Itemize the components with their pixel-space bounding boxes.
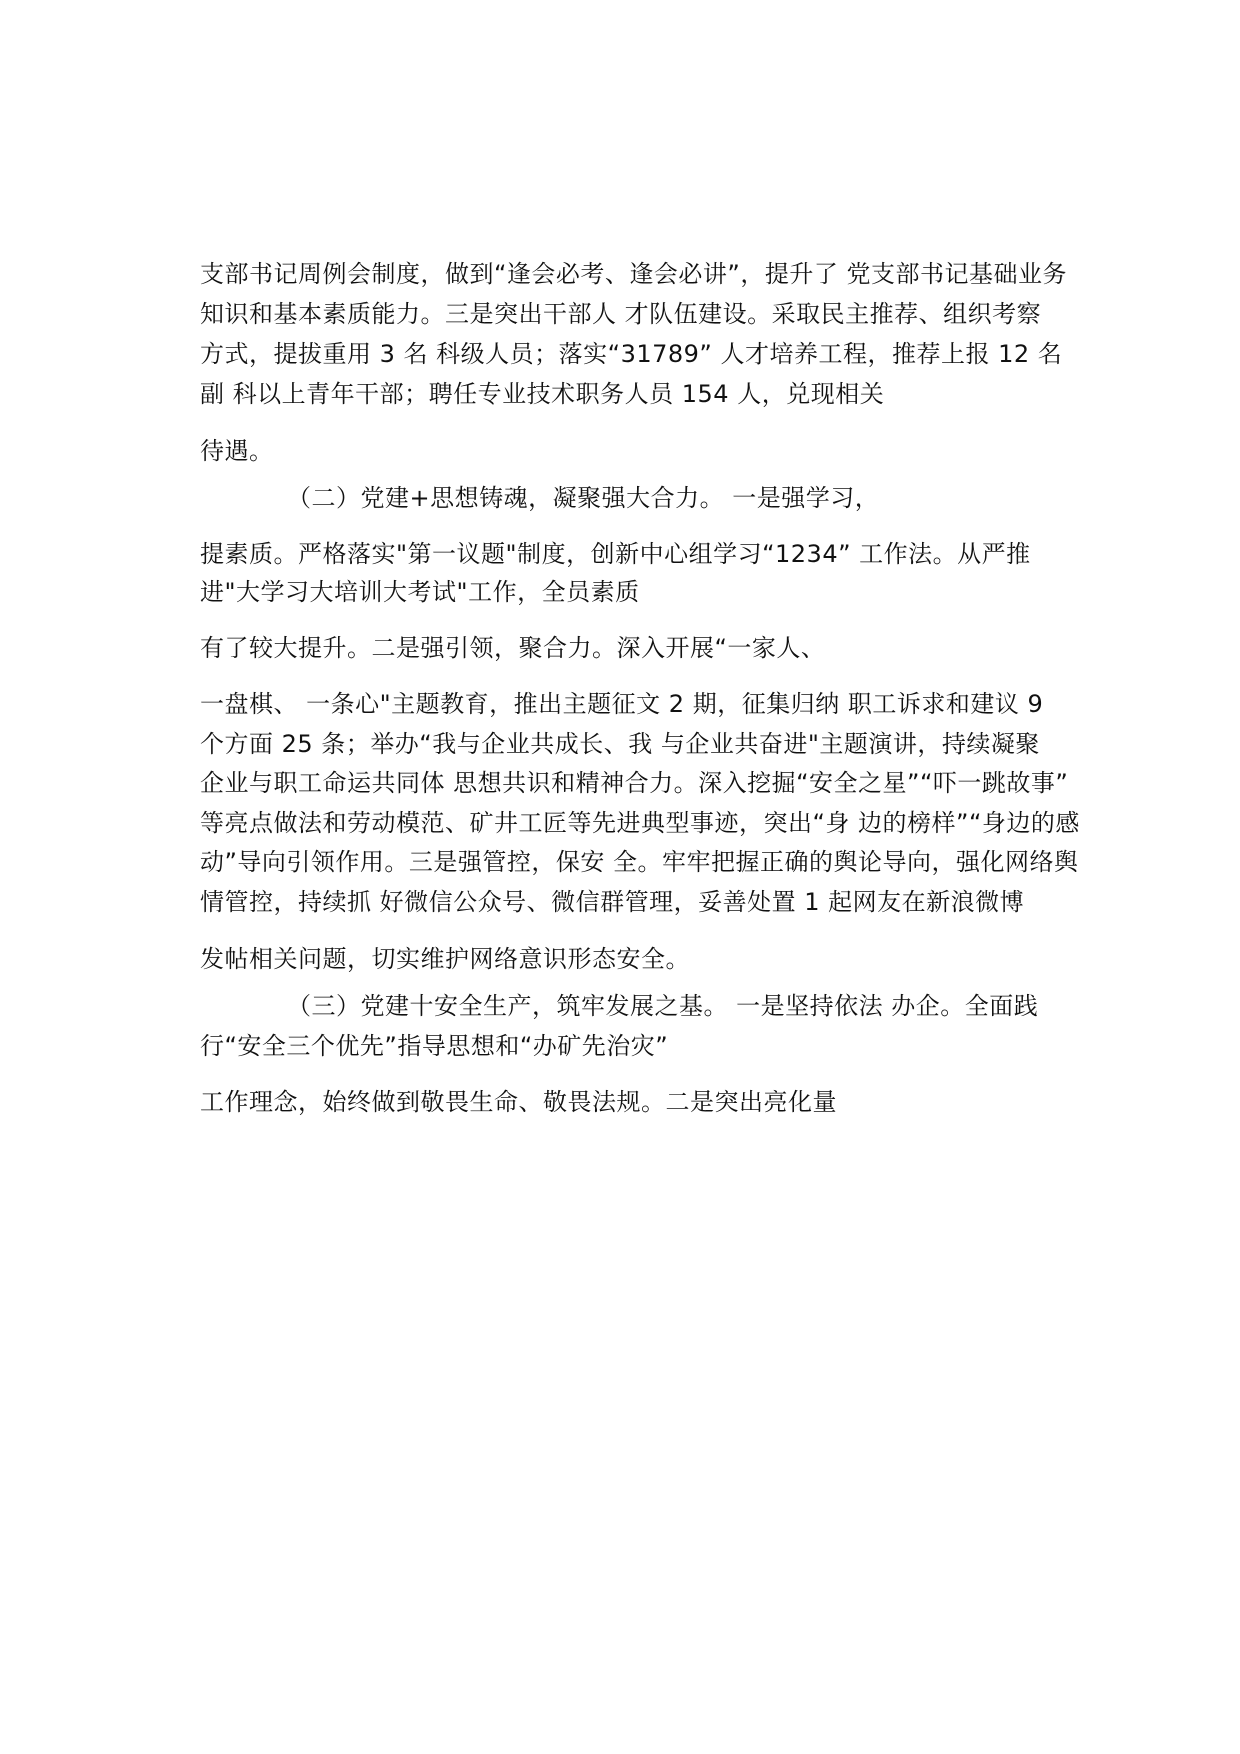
text-line: 支部书记周例会制度，做到“逢会必考、逢会必讲”，提升了 党支部书记基础业务 [200,260,1067,288]
text-line: 企业与职工命运共同体 思想共识和精神合力。深入挖掘“安全之星”“吓一跳故事” [200,769,1069,797]
text-line: 工作理念，始终做到敬畏生命、敬畏法规。二是突出亮化量 [200,1088,837,1116]
text-line: 方式，提拔重用 3 名 科级人员；落实“31789” 人才培养工程，推荐上报 12 名 [200,340,1063,368]
text-line: 动”导向引领作用。三是强管控，保安 全。牢牢把握正确的舆论导向，强化网络舆 [200,848,1079,876]
text-line: 发帖相关问题，切实维护网络意识形态安全。 [200,945,690,973]
text-line: 行“安全三个优先”指导思想和“办矿先治灾” [200,1032,669,1060]
text-line: 副 科以上青年干部；聘任专业技术职务人员 154 人，兑现相关 [200,380,885,408]
text-line: 个方面 25 条；举办“我与企业共成长、我 与企业共奋进"主题演讲，持续凝聚 [200,730,1040,758]
text-line: 有了较大提升。二是强引领，聚合力。深入开展“一家人、 [200,634,826,662]
text-line: 提素质。严格落实"第一议题"制度，创新中心组学习“1234” 工作法。从严推 [200,540,1031,568]
text-line: 待遇。 [200,437,274,465]
text-line: 情管控，持续抓 好微信公众号、微信群管理，妥善处置 1 起网友在新浪微博 [200,888,1025,916]
text-line: 一盘棋、 一条心"主题教育，推出主题征文 2 期，征集归纳 职工诉求和建议 9 [200,690,1044,718]
text-line: 知识和基本素质能力。三是突出干部人 才队伍建设。采取民主推荐、组织考察 [200,300,1042,328]
text-line: 等亮点做法和劳动模范、矿井工匠等先进典型事迹，突出“身 边的榜样”“身边的感 [200,809,1080,837]
text-line: 进"大学习大培训大考试"工作，全员素质 [200,578,640,606]
section-heading-3: （三）党建十安全生产，筑牢发展之基。 一是坚持依法 办企。全面践 [287,992,1039,1020]
section-heading-2: （二）党建+思想铸魂，凝聚强大合力。 一是强学习， [287,484,880,512]
